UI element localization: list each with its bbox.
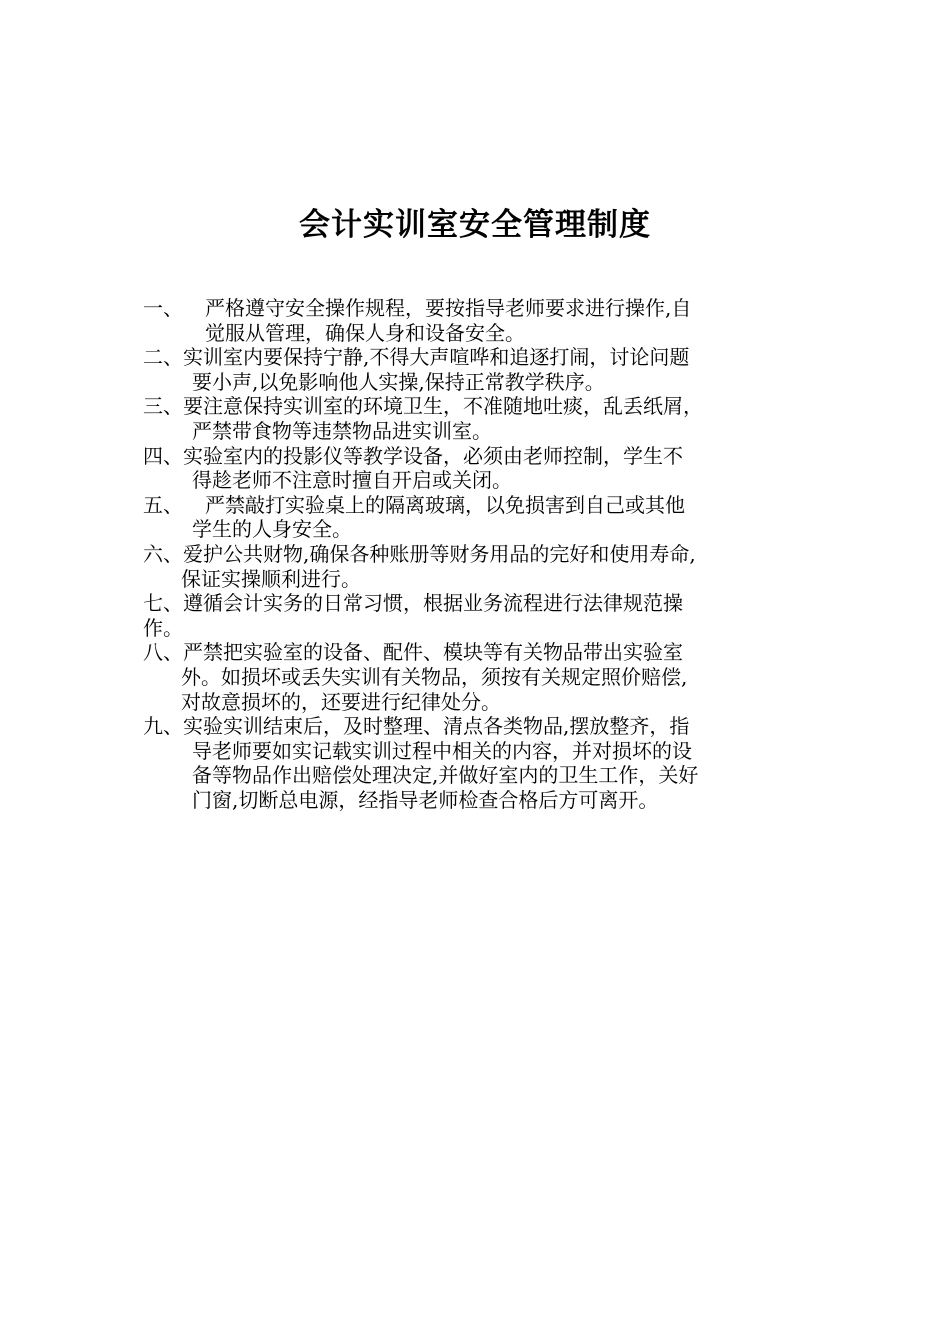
rule-text-line: 要小声,以免影响他人实操,保持正常教学秩序。 bbox=[192, 369, 605, 394]
rules-list bbox=[143, 296, 823, 812]
rule-text-line: 实训室内要保持宁静,不得大声喧哗和追逐打闹，讨论问题 bbox=[183, 345, 690, 370]
rule-text-line: 门窗,切断总电源，经指导老师检查合格后方可离开。 bbox=[192, 787, 659, 812]
rule-number: 九、 bbox=[143, 714, 183, 739]
rule-text-line: 严格遵守安全操作规程，要按指导老师要求进行操作,自 bbox=[205, 296, 692, 320]
rule-number: 二、 bbox=[143, 345, 183, 370]
rule-text-line: 保证实操顺利进行。 bbox=[181, 566, 361, 591]
rule-item-3 bbox=[143, 394, 823, 443]
rule-number: 六、 bbox=[143, 541, 183, 566]
rule-number: 四、 bbox=[143, 443, 183, 468]
rule-item-8 bbox=[143, 640, 823, 714]
rule-text-line: 严禁把实验室的设备、配件、模块等有关物品带出实验室 bbox=[183, 640, 683, 665]
document-title: 会计实训室安全管理制度 bbox=[299, 207, 651, 243]
rule-text-line: 得趁老师不注意时擅自开启或关闭。 bbox=[192, 468, 512, 493]
rule-item-7 bbox=[143, 591, 823, 640]
rule-item-5 bbox=[143, 493, 823, 542]
rule-number: 一、 bbox=[143, 296, 183, 320]
rule-text-line: 导老师要如实记载实训过程中相关的内容，并对损坏的设 bbox=[192, 738, 692, 763]
rule-text-line: 实验实训结束后，及时整理、清点各类物品,摆放整齐，指 bbox=[183, 714, 690, 739]
rule-item-4 bbox=[143, 444, 823, 493]
rule-text-line: 外。如损坏或丢失实训有关物品，须按有关规定照价赔偿, bbox=[181, 664, 688, 689]
rule-text-line: 觉服从管理，确保人身和设备安全。 bbox=[205, 320, 525, 345]
rule-number: 八、 bbox=[143, 640, 183, 665]
rule-text-line: 遵循会计实务的日常习惯，根据业务流程进行法律规范操 bbox=[183, 591, 683, 616]
rule-text-line: 爱护公共财物,确保各种账册等财务用品的完好和使用寿命, bbox=[183, 541, 696, 566]
rule-item-1 bbox=[143, 296, 823, 345]
rule-item-2 bbox=[143, 345, 823, 394]
rule-text-line: 严禁敲打实验桌上的隔离玻璃，以免损害到自己或其他 bbox=[205, 492, 685, 517]
rule-number: 七、 bbox=[143, 591, 183, 616]
rule-number: 五、 bbox=[143, 492, 183, 517]
rule-number: 三、 bbox=[143, 394, 183, 419]
rule-text-line: 要注意保持实训室的环境卫生，不准随地吐痰，乱丢纸屑， bbox=[183, 394, 703, 419]
rule-text-line: 学生的人身安全。 bbox=[192, 517, 352, 542]
rule-text-line: 严禁带食物等违禁物品进实训室。 bbox=[192, 418, 492, 443]
rule-text-line: 对故意损坏的，还要进行纪律处分。 bbox=[181, 689, 501, 714]
rule-text-line: 实验室内的投影仪等教学设备，必须由老师控制，学生不 bbox=[183, 443, 683, 468]
rule-item-9 bbox=[143, 714, 823, 812]
rule-item-6 bbox=[143, 542, 823, 591]
rule-text-line: 作。 bbox=[143, 615, 183, 640]
rule-text-line: 备等物品作出赔偿处理决定,并做好室内的卫生工作，关好 bbox=[192, 763, 699, 788]
